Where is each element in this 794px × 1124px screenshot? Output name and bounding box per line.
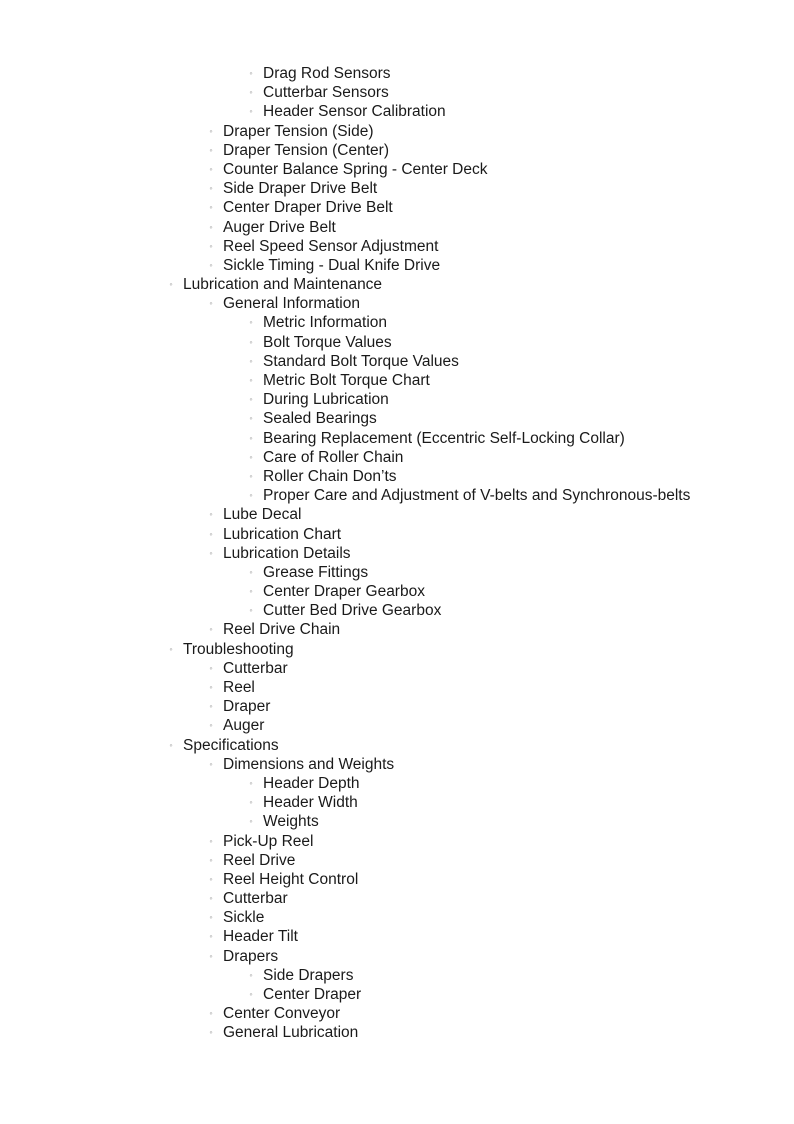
toc-item-label: Proper Care and Adjustment of V-belts and Synchronous-belts bbox=[263, 487, 691, 505]
toc-item[interactable] bbox=[0, 390, 794, 409]
toc-item-label: Troubleshooting bbox=[183, 640, 294, 658]
toc-item[interactable] bbox=[0, 697, 794, 716]
bullet-icon: ◦ bbox=[249, 336, 253, 347]
toc-item-label: Bearing Replacement (Eccentric Self-Locking Collar) bbox=[263, 429, 625, 447]
toc-item[interactable] bbox=[0, 832, 794, 851]
toc-item[interactable] bbox=[0, 333, 794, 352]
toc-item-label: Header Sensor Calibration bbox=[263, 103, 446, 121]
bullet-icon: ◦ bbox=[209, 873, 213, 884]
toc-item-label: Grease Fittings bbox=[263, 563, 369, 581]
toc-item[interactable] bbox=[0, 448, 794, 467]
toc-item[interactable] bbox=[0, 793, 794, 812]
toc-item-label: Center Conveyor bbox=[223, 1005, 341, 1023]
toc-item-label: Cutterbar bbox=[223, 890, 288, 908]
toc-item-label: Care of Roller Chain bbox=[263, 448, 404, 466]
toc-item[interactable] bbox=[0, 237, 794, 256]
bullet-icon: ◦ bbox=[249, 490, 253, 501]
toc-item[interactable] bbox=[0, 563, 794, 582]
toc-item[interactable] bbox=[0, 429, 794, 448]
toc-item[interactable] bbox=[0, 544, 794, 563]
toc-item-label: General Information bbox=[223, 295, 360, 313]
bullet-icon: ◦ bbox=[209, 624, 213, 635]
toc-item[interactable] bbox=[0, 659, 794, 678]
bullet-icon: ◦ bbox=[209, 1027, 213, 1038]
table-of-contents bbox=[0, 64, 794, 1043]
toc-item[interactable] bbox=[0, 102, 794, 121]
toc-item[interactable] bbox=[0, 601, 794, 620]
toc-item-label: Reel Drive bbox=[223, 851, 296, 869]
toc-item[interactable] bbox=[0, 313, 794, 332]
toc-item-label: Pick-Up Reel bbox=[223, 832, 314, 850]
toc-item[interactable] bbox=[0, 179, 794, 198]
toc-item[interactable] bbox=[0, 755, 794, 774]
toc-item-label: Draper Tension (Center) bbox=[223, 141, 389, 159]
bullet-icon: ◦ bbox=[249, 605, 253, 616]
bullet-icon: ◦ bbox=[209, 701, 213, 712]
bullet-icon: ◦ bbox=[209, 854, 213, 865]
bullet-icon: ◦ bbox=[209, 931, 213, 942]
toc-item-label: Bolt Torque Values bbox=[263, 333, 392, 351]
toc-item[interactable] bbox=[0, 812, 794, 831]
toc-item[interactable] bbox=[0, 198, 794, 217]
toc-item-label: Lube Decal bbox=[223, 506, 302, 524]
toc-item[interactable] bbox=[0, 927, 794, 946]
bullet-icon: ◦ bbox=[209, 912, 213, 923]
toc-item[interactable] bbox=[0, 947, 794, 966]
toc-item-label: Metric Bolt Torque Chart bbox=[263, 372, 430, 389]
bullet-icon: ◦ bbox=[209, 547, 213, 558]
bullet-icon: ◦ bbox=[249, 586, 253, 597]
toc-item-label: Counter Balance Spring - Center Deck bbox=[223, 160, 488, 178]
bullet-icon: ◦ bbox=[249, 969, 253, 980]
bullet-icon: ◦ bbox=[169, 279, 173, 290]
toc-item[interactable] bbox=[0, 870, 794, 889]
bullet-icon: ◦ bbox=[249, 989, 253, 999]
toc-item[interactable] bbox=[0, 525, 794, 544]
toc-item[interactable] bbox=[0, 851, 794, 870]
toc-item-label: Weights bbox=[263, 813, 319, 831]
toc-item[interactable] bbox=[0, 678, 794, 697]
bullet-icon: ◦ bbox=[249, 816, 253, 827]
bullet-icon: ◦ bbox=[209, 221, 213, 232]
bullet-icon: ◦ bbox=[209, 528, 213, 539]
toc-item-label: Reel Drive Chain bbox=[223, 621, 341, 639]
bullet-icon: ◦ bbox=[209, 298, 213, 309]
toc-item[interactable] bbox=[0, 294, 794, 313]
toc-item[interactable] bbox=[0, 908, 794, 927]
toc-item[interactable] bbox=[0, 1023, 794, 1042]
toc-item[interactable] bbox=[0, 505, 794, 524]
toc-item-label: Header Tilt bbox=[223, 928, 298, 946]
toc-item-label: Draper Tension (Side) bbox=[223, 122, 374, 140]
toc-item[interactable] bbox=[0, 352, 794, 371]
toc-item[interactable] bbox=[0, 371, 794, 390]
toc-item[interactable] bbox=[0, 218, 794, 237]
toc-item-label: Lubrication Details bbox=[223, 544, 351, 562]
toc-item[interactable] bbox=[0, 64, 794, 83]
toc-item[interactable] bbox=[0, 966, 794, 985]
bullet-icon: ◦ bbox=[209, 893, 213, 904]
bullet-icon: ◦ bbox=[209, 144, 213, 155]
toc-item[interactable] bbox=[0, 582, 794, 601]
bullet-icon: ◦ bbox=[249, 317, 253, 328]
bullet-icon: ◦ bbox=[209, 163, 213, 174]
toc-item-label: Specifications bbox=[183, 736, 279, 754]
toc-item[interactable] bbox=[0, 640, 794, 659]
bullet-icon: ◦ bbox=[209, 835, 213, 846]
bullet-icon: ◦ bbox=[249, 106, 253, 117]
bullet-icon: ◦ bbox=[249, 375, 253, 385]
toc-item[interactable] bbox=[0, 774, 794, 793]
toc-item-label: Reel Height Control bbox=[223, 870, 359, 888]
toc-item-label: Sickle bbox=[223, 909, 265, 927]
toc-item-label: Metric Information bbox=[263, 314, 388, 332]
bullet-icon: ◦ bbox=[249, 777, 253, 788]
bullet-icon: ◦ bbox=[209, 682, 213, 692]
bullet-icon: ◦ bbox=[249, 394, 253, 405]
bullet-icon: ◦ bbox=[209, 202, 213, 213]
toc-item-label: Lubrication Chart bbox=[223, 525, 342, 543]
toc-item-label: Roller Chain Don’ts bbox=[263, 467, 397, 485]
bullet-icon: ◦ bbox=[249, 413, 253, 424]
toc-item-label: Center Draper bbox=[263, 986, 362, 1003]
toc-item-label: Dimensions and Weights bbox=[223, 755, 395, 773]
toc-item[interactable] bbox=[0, 83, 794, 102]
toc-item-label: General Lubrication bbox=[223, 1024, 359, 1042]
toc-item[interactable] bbox=[0, 736, 794, 755]
toc-item-label: Header Width bbox=[263, 794, 358, 812]
toc-item-label: Header Depth bbox=[263, 774, 360, 792]
bullet-icon: ◦ bbox=[249, 470, 253, 481]
bullet-icon: ◦ bbox=[249, 566, 253, 577]
toc-item-label: Center Draper Gearbox bbox=[263, 583, 425, 601]
toc-item-label: Sickle Timing - Dual Knife Drive bbox=[223, 256, 441, 274]
toc-item-label: Draper bbox=[223, 698, 271, 716]
bullet-icon: ◦ bbox=[209, 720, 213, 731]
bullet-icon: ◦ bbox=[209, 183, 213, 194]
toc-item-label: Reel bbox=[223, 679, 255, 696]
bullet-icon: ◦ bbox=[169, 643, 173, 654]
bullet-icon: ◦ bbox=[249, 87, 253, 98]
toc-item-label: Auger bbox=[223, 717, 265, 735]
toc-item-label: Side Drapers bbox=[263, 966, 354, 984]
toc-item-label: Cutterbar bbox=[223, 659, 288, 677]
bullet-icon: ◦ bbox=[209, 240, 213, 251]
toc-item-label: Drapers bbox=[223, 947, 279, 965]
toc-item-label: Cutterbar Sensors bbox=[263, 84, 389, 102]
toc-item[interactable] bbox=[0, 160, 794, 179]
toc-item-label: During Lubrication bbox=[263, 391, 389, 409]
bullet-icon: ◦ bbox=[249, 797, 253, 808]
toc-item-label: Standard Bolt Torque Values bbox=[263, 352, 459, 370]
toc-item[interactable] bbox=[0, 467, 794, 486]
toc-item[interactable] bbox=[0, 889, 794, 908]
toc-item[interactable] bbox=[0, 275, 794, 294]
toc-item[interactable] bbox=[0, 141, 794, 160]
bullet-icon: ◦ bbox=[209, 1008, 213, 1019]
toc-item[interactable] bbox=[0, 486, 794, 505]
toc-item[interactable] bbox=[0, 256, 794, 275]
bullet-icon: ◦ bbox=[209, 662, 213, 673]
toc-item[interactable] bbox=[0, 985, 794, 1004]
toc-item[interactable] bbox=[0, 620, 794, 639]
toc-item[interactable] bbox=[0, 122, 794, 141]
bullet-icon: ◦ bbox=[209, 950, 213, 961]
toc-item[interactable] bbox=[0, 716, 794, 735]
bullet-icon: ◦ bbox=[249, 451, 253, 462]
toc-item-label: Lubrication and Maintenance bbox=[183, 276, 383, 294]
toc-item-label: Drag Rod Sensors bbox=[263, 65, 391, 82]
toc-item[interactable] bbox=[0, 1004, 794, 1023]
bullet-icon: ◦ bbox=[209, 758, 213, 769]
toc-item-label: Cutter Bed Drive Gearbox bbox=[263, 602, 442, 620]
bullet-icon: ◦ bbox=[209, 125, 213, 136]
bullet-icon: ◦ bbox=[169, 739, 173, 750]
bullet-icon: ◦ bbox=[249, 68, 253, 78]
bullet-icon: ◦ bbox=[249, 432, 253, 443]
bullet-icon: ◦ bbox=[249, 355, 253, 366]
toc-item-label: Reel Speed Sensor Adjustment bbox=[223, 237, 439, 255]
toc-item-label: Center Draper Drive Belt bbox=[223, 199, 393, 217]
bullet-icon: ◦ bbox=[209, 509, 213, 520]
toc-item-label: Auger Drive Belt bbox=[223, 218, 336, 236]
toc-item-label: Sealed Bearings bbox=[263, 410, 377, 428]
toc-item-label: Side Draper Drive Belt bbox=[223, 180, 378, 198]
bullet-icon: ◦ bbox=[209, 259, 213, 270]
toc-item[interactable] bbox=[0, 409, 794, 428]
